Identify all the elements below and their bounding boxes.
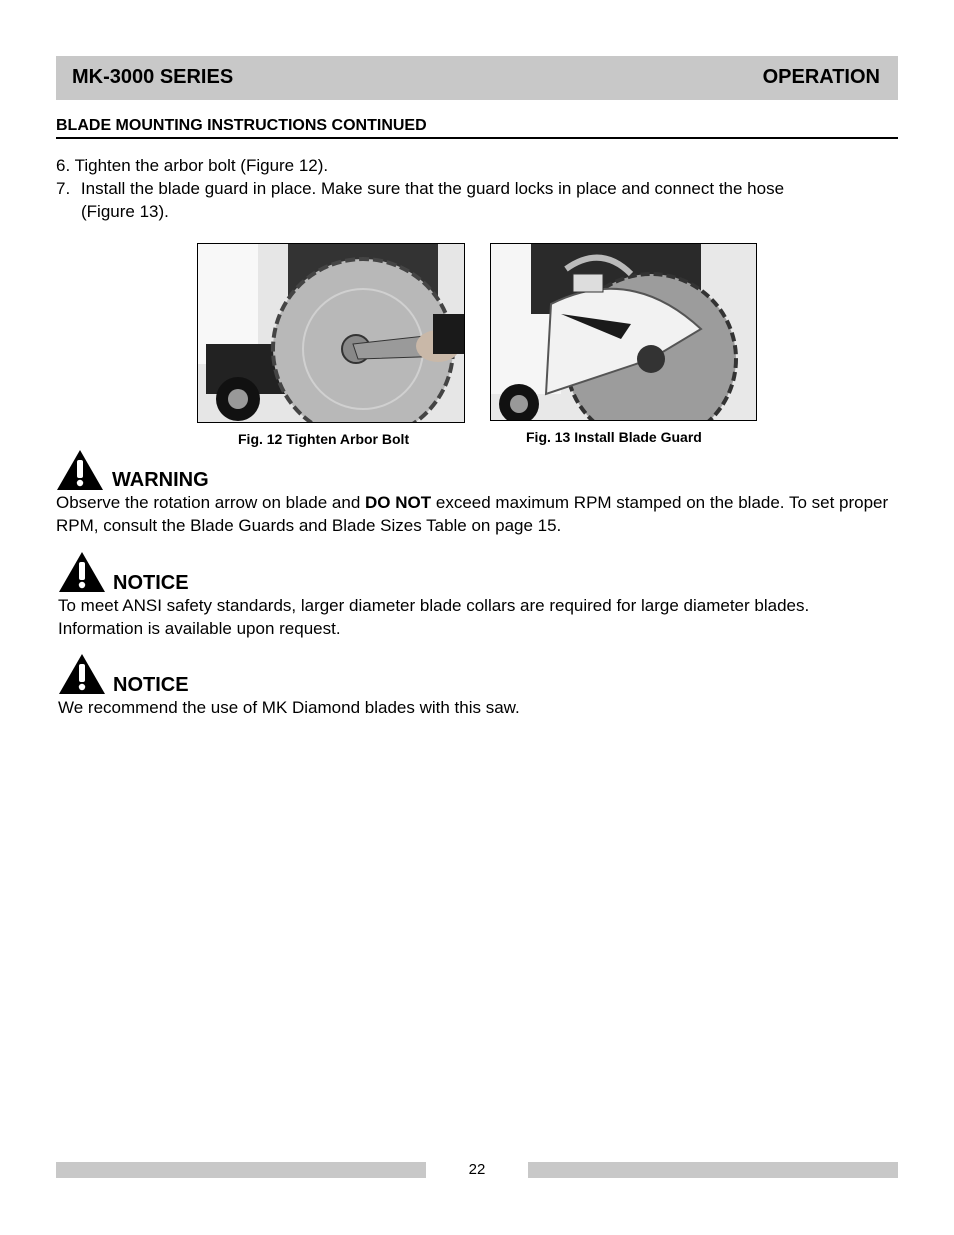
warning-body <box>56 491 896 537</box>
notice-heading-2: NOTICE <box>113 674 189 696</box>
notice-heading-1: NOTICE <box>113 572 189 594</box>
figure-13-caption: Fig. 13 Install Blade Guard <box>526 429 702 445</box>
header-bar <box>56 56 898 100</box>
warning-triangle-icon <box>58 653 106 695</box>
warning-text-start: Observe the rotation arrow on blade and <box>56 493 366 512</box>
warning-triangle-icon <box>56 449 104 491</box>
notice-body-2: We recommend the use of MK Diamond blades with this saw. <box>58 698 520 717</box>
step-7-continuation: (Figure 13). <box>81 202 169 221</box>
step-7-number: 7. <box>56 179 71 198</box>
section-heading: BLADE MOUNTING INSTRUCTIONS CONTINUED <box>56 117 898 139</box>
footer-bar-left <box>56 1162 426 1178</box>
warning-triangle-icon <box>58 551 106 593</box>
step-6: 6. Tighten the arbor bolt (Figure 12). <box>56 156 329 175</box>
section-label: OPERATION <box>762 66 880 88</box>
step-7-text: Install the blade guard in place. Make sure that the guard locks in place and connect the hose <box>80 179 785 198</box>
notice-body-1: To meet ANSI safety standards, larger diameter blade collars are required for large diameter blades. Information is available upon request. <box>58 596 810 638</box>
page-number: 22 <box>468 1161 486 1178</box>
warning-emphasis: DO NOT <box>365 493 432 512</box>
warning-text-end: exceed maximum RPM stamped on the blade. To set proper RPM, consult the Blade Guards and Blade Sizes Table on page 15. <box>56 493 889 535</box>
figure-12-photo <box>197 243 465 423</box>
warning-heading: WARNING <box>112 469 209 491</box>
footer-bar-right <box>528 1162 898 1178</box>
figure-13-photo <box>490 243 757 421</box>
step-7 <box>56 177 898 200</box>
series-title: MK-3000 SERIES <box>72 66 234 88</box>
figure-12-caption: Fig. 12 Tighten Arbor Bolt <box>238 431 410 447</box>
